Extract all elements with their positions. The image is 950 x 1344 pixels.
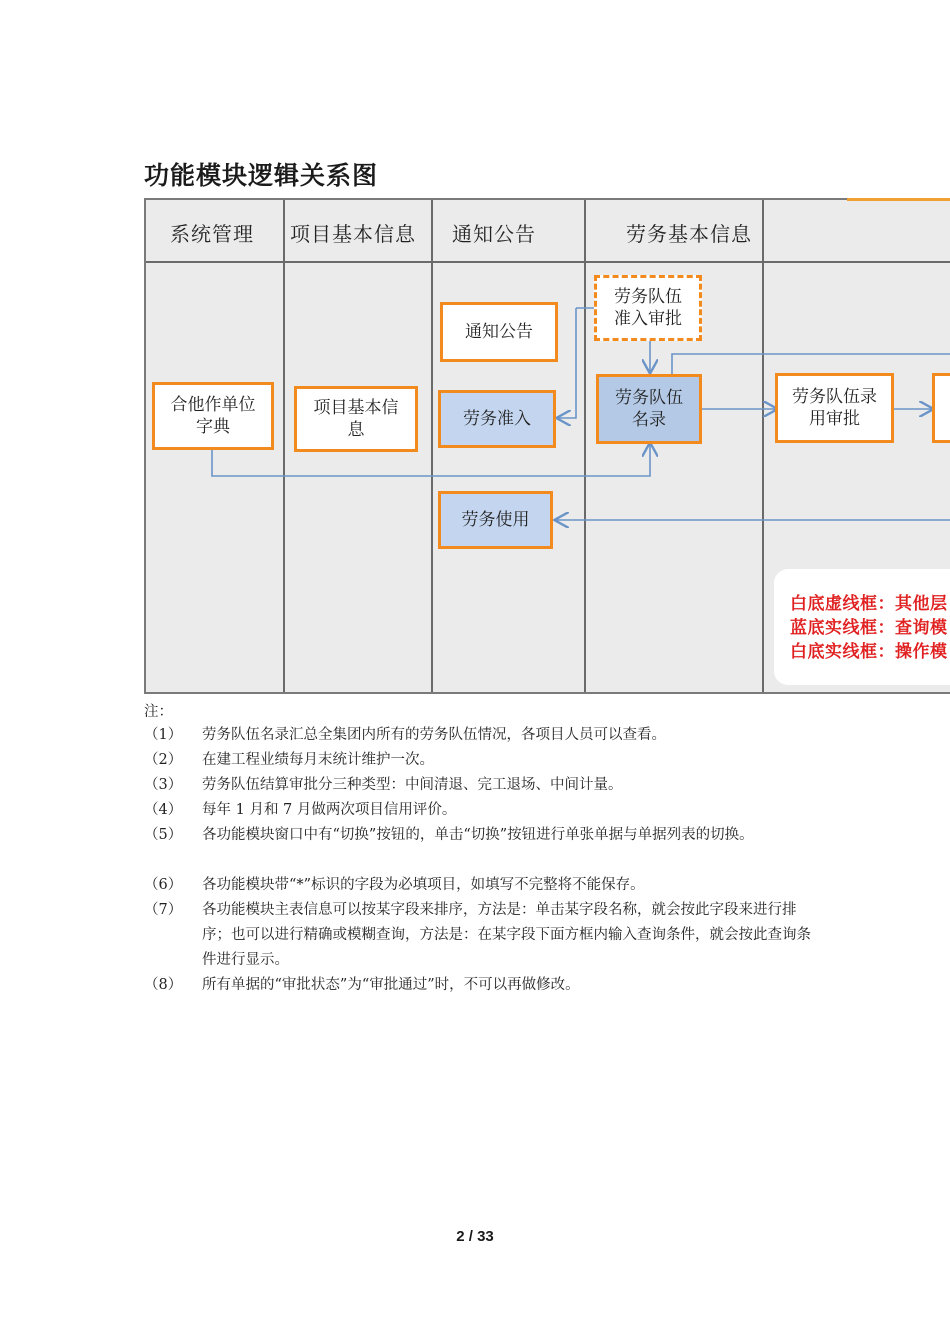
notice-box: 通知公告 — [440, 302, 558, 362]
note-text: 各功能模块主表信息可以按某字段来排序，方法是：单击某字段名称，就会按此字段来进行排序；也可以进行精确或模糊查询，方法是：在某字段下面方框内输入查询条件，就会按此查询条件进行显示。 — [202, 902, 811, 968]
note-text: 所有单据的“审批状态”为“审批通过”时，不可以再做修改。 — [202, 977, 580, 993]
labor-use-box: 劳务使用 — [438, 491, 553, 549]
labor-access-box: 劳务准入 — [438, 390, 556, 448]
note-text: 每年 1 月和 7 月做两次项目信用评价。 — [202, 802, 457, 818]
column-header-notice: 通知公告 — [452, 222, 536, 246]
logic-diagram — [144, 198, 950, 694]
note-text: 各功能模块带“*”标识的字段为必填项目，如填写不完整将不能保存。 — [202, 877, 645, 893]
legend-line: 白底虚线框：其他层 — [790, 594, 948, 614]
accent-strip — [847, 198, 950, 201]
legend — [774, 569, 950, 685]
notes-label: 注： — [144, 704, 173, 720]
team-hire-approval-box: 劳务队伍录 用审批 — [775, 373, 894, 443]
arrow-dict-to-roster — [212, 444, 650, 476]
next-step-box — [932, 373, 950, 443]
project-info-box: 项目基本信 息 — [294, 386, 418, 452]
note-text: 各功能模块窗口中有“切换”按钮的，单击“切换”按钮进行单张单据与单据列表的切换。 — [202, 827, 754, 843]
legend-line: 蓝底实线框：查询模 — [790, 618, 948, 638]
note-number: （7） — [144, 902, 183, 918]
note-text: 劳务队伍结算审批分三种类型：中间清退、完工退场、中间计量。 — [202, 777, 623, 793]
note-number: （2） — [144, 752, 183, 768]
column-header-project: 项目基本信息 — [290, 222, 416, 246]
team-access-approval-box: 劳务队伍 准入审批 — [594, 275, 702, 341]
column-header-labor: 劳务基本信息 — [626, 222, 752, 246]
partner-dict-box: 合他作单位 字典 — [152, 382, 274, 450]
note-number: （1） — [144, 727, 183, 743]
arrow-approval-to-access — [558, 308, 576, 418]
page-title: 功能模块逻辑关系图 — [144, 161, 379, 190]
column-header-system: 系统管理 — [170, 222, 254, 246]
note-number: （6） — [144, 877, 183, 893]
note-number: （4） — [144, 802, 183, 818]
team-roster-box: 劳务队伍 名录 — [596, 374, 702, 444]
note-number: （8） — [144, 977, 183, 993]
note-text: 劳务队伍名录汇总全集团内所有的劳务队伍情况，各项目人员可以查看。 — [202, 727, 666, 743]
legend-line: 白底实线框：操作模 — [790, 642, 948, 662]
note-text: 在建工程业绩每月末统计维护一次。 — [202, 752, 434, 768]
note-number: （3） — [144, 777, 183, 793]
note-number: （5） — [144, 827, 183, 843]
page-number: 2 / 33 — [456, 1228, 494, 1245]
